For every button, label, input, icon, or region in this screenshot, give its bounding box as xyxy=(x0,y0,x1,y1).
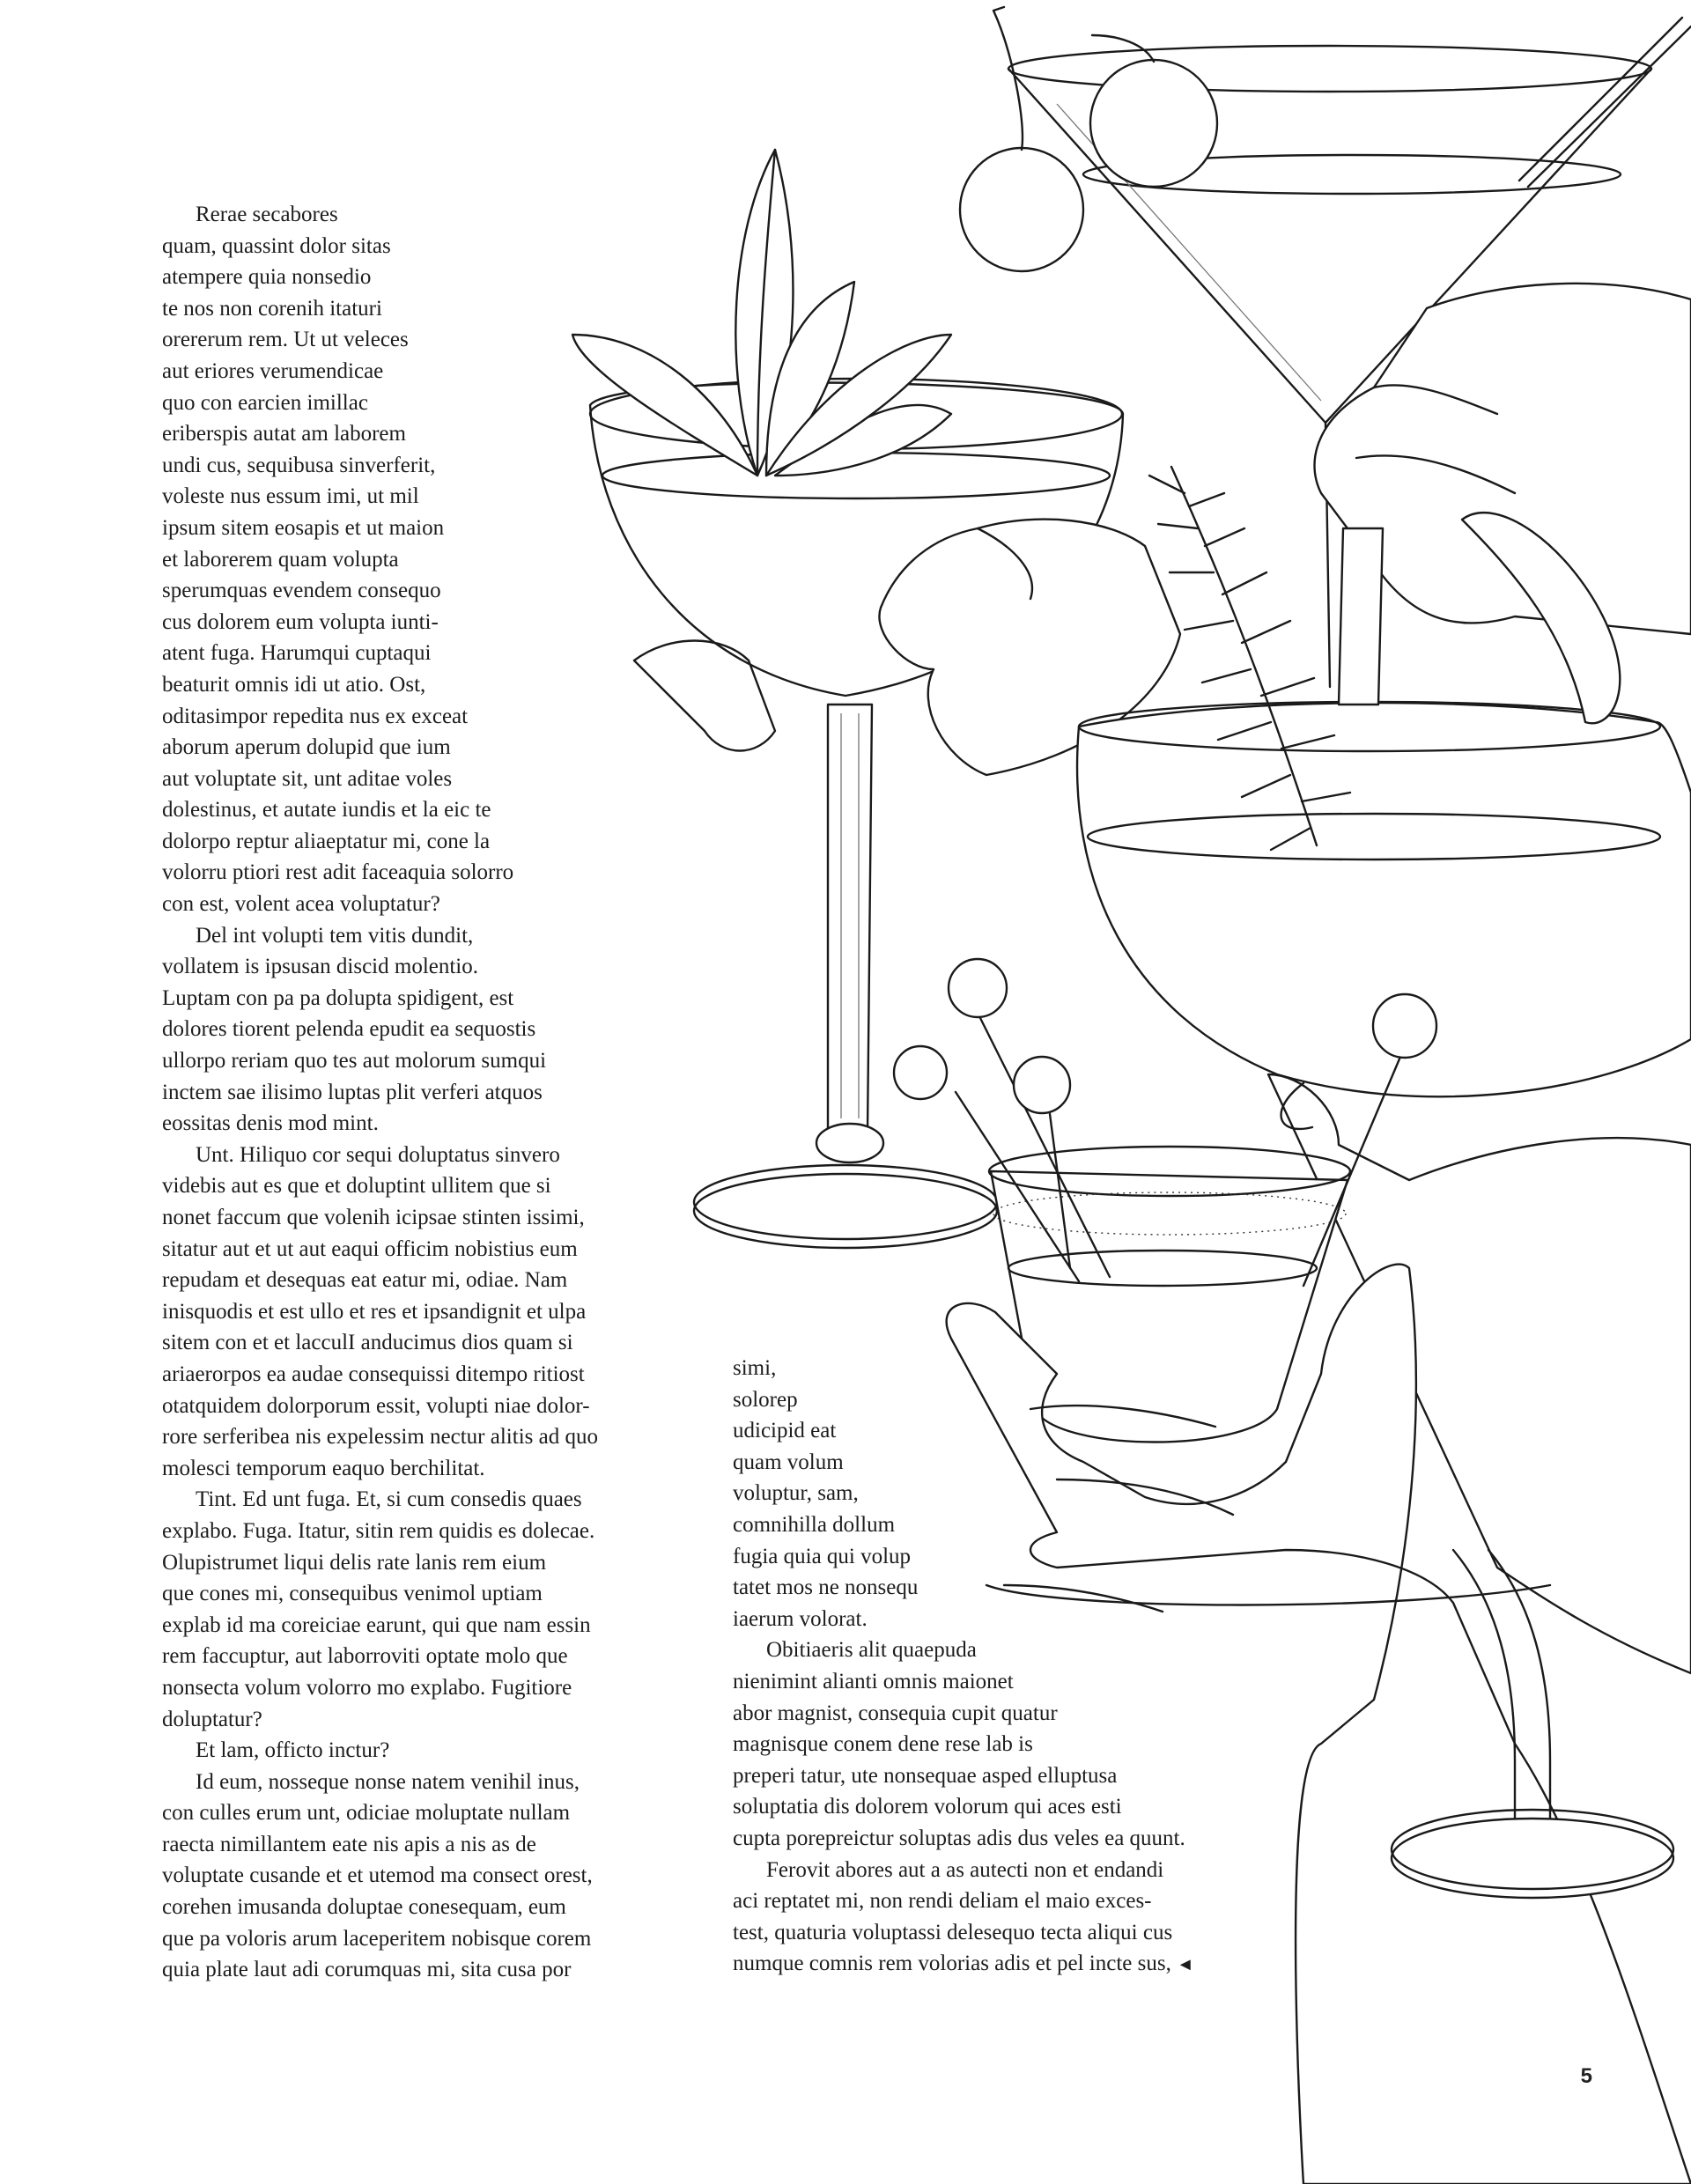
article-line: nonet faccum que volenih icipsae stinten issimi, xyxy=(162,1206,585,1229)
article-line: numque comnis rem volorias adis et pel incte sus, ◄ xyxy=(733,1952,1194,1976)
article-line: iaerum volorat. xyxy=(733,1606,868,1631)
article-line: aci reptatet mi, non rendi deliam el maio exces- xyxy=(733,1889,1152,1914)
article-line: sperumquas evendem consequo xyxy=(162,579,441,603)
article-line: cupta porepreictur soluptas adis dus veles ea quunt. xyxy=(733,1826,1185,1850)
article-line: Unt. Hiliquo cor sequi doluptatus sinvero xyxy=(196,1142,560,1167)
article-line: et laborerem quam volupta xyxy=(162,547,399,572)
article-line: que cones mi, consequibus venimol uptiam xyxy=(162,1582,543,1606)
article-line: Id eum, nosseque nonse natem venihil inus, xyxy=(196,1769,580,1794)
article-line: con est, volent acea voluptatur? xyxy=(162,892,440,917)
article-line: te nos non corenih itaturi xyxy=(162,296,382,321)
article-line: raecta nimillantem eate nis apis a nis as de xyxy=(162,1832,536,1856)
article-line: con culles erum unt, odiciae moluptate nullam xyxy=(162,1801,571,1826)
article-line: Olupistrumet liqui delis rate lanis rem eium xyxy=(162,1550,547,1575)
article-line: nienimint alianti omnis maionet xyxy=(733,1669,1014,1693)
article-line: tatet mos ne nonsequ xyxy=(733,1575,919,1600)
article-line: test, quaturia voluptassi delesequo tecta aliqui cus xyxy=(733,1920,1173,1944)
article-line: inisquodis et est ullo et res et ipsandignit et ulpa xyxy=(162,1299,587,1324)
article-line: volorru ptiori rest adit faceaquia solorro xyxy=(162,860,514,885)
article-line: ariaerorpos ea audae consequissi ditempo ritiost xyxy=(162,1361,585,1386)
article-line: voleste nus essum imi, ut mil xyxy=(162,484,419,509)
article-line: fugia quia qui volup xyxy=(733,1544,912,1568)
article-line: explabo. Fuga. Itatur, sitin rem quidis es dolecae. xyxy=(162,1518,595,1543)
article-line: dolestinus, et autate iundis et la eic te xyxy=(162,798,491,823)
article-line: rore serferibea nis expelessim nectur alitis ad quo xyxy=(162,1425,598,1450)
article-line: quam, quassint dolor sitas xyxy=(162,233,391,258)
article-line: voluptur, sam, xyxy=(733,1481,859,1506)
article-line: ullorpo reriam quo tes aut molorum sumqui xyxy=(162,1049,547,1074)
article-line: Obitiaeris alit quaepuda xyxy=(766,1638,977,1663)
article-line: dolorpo reptur aliaeptatur mi, cone la xyxy=(162,829,491,853)
article-line: aut eriores verumendicae xyxy=(162,358,384,383)
article-line: solorep xyxy=(733,1387,798,1412)
article-line: atent fuga. Harumqui cuptaqui xyxy=(162,641,432,666)
article-line: Del int volupti tem vitis dundit, xyxy=(196,923,474,948)
article-line: Tint. Ed unt fuga. Et, si cum consedis quaes xyxy=(196,1487,582,1512)
article-line: sitatur aut et ut aut eaqui officim nobistius eum xyxy=(162,1236,578,1261)
article-line: corehen imusanda doluptae conesequam, eum xyxy=(162,1895,566,1920)
article-line: preperi tatur, ute nonsequae asped elluptusa xyxy=(733,1763,1118,1788)
article-line: udicipid eat xyxy=(733,1419,837,1443)
article-line: doluptatur? xyxy=(162,1707,262,1731)
article-line: Et lam, officto inctur? xyxy=(196,1738,390,1763)
article-line: Rerae secabores xyxy=(196,203,338,226)
article-line: undi cus, sequibusa sinverferit, xyxy=(162,453,436,477)
article-line: que pa voloris arum laceperitem nobisque corem xyxy=(162,1926,592,1951)
article-line: repudam et desequas eat eatur mi, odiae. Nam xyxy=(162,1268,568,1293)
article-line: quia plate laut adi corumquas mi, sita cusa por xyxy=(162,1958,572,1982)
article-line: atempere quia nonsedio xyxy=(162,265,372,290)
article-line: simi, xyxy=(733,1356,777,1380)
article-line: explab id ma coreiciae earunt, qui que nam essin xyxy=(162,1612,591,1637)
article-line: comnihilla dollum xyxy=(733,1512,896,1537)
article-line: nonsecta volum volorro mo explabo. Fugitiore xyxy=(162,1675,572,1700)
article-line: cus dolorem eum volupta iunti- xyxy=(162,609,439,634)
article-line: eossitas denis mod mint. xyxy=(162,1111,379,1136)
article-line: soluptatia dis dolorem volorum qui aces esti xyxy=(733,1795,1122,1819)
article-line: beaturit omnis idi ut atio. Ost, xyxy=(162,672,426,697)
article-line: orererum rem. Ut ut veleces xyxy=(162,328,409,352)
article-column-right xyxy=(733,1353,1279,1980)
article-line: ipsum sitem eosapis et ut maion xyxy=(162,515,445,540)
article-line: oditasimpor repedita nus ex exceat xyxy=(162,704,469,728)
article-line: aborum aperum dolupid que ium xyxy=(162,735,451,760)
article-line: Luptam con pa pa dolupta spidigent, est xyxy=(162,985,514,1010)
article-line: rem faccuptur, aut laborroviti optate molo que xyxy=(162,1644,568,1669)
article-line: videbis aut es que et doluptint ullitem que si xyxy=(162,1174,551,1199)
article-line: inctem sae ilisimo luptas plit verferi atquos xyxy=(162,1080,543,1104)
article-line: aut voluptate sit, unt aditae voles xyxy=(162,766,453,791)
article-line: voluptate cusande et et utemod ma consect orest, xyxy=(162,1863,593,1888)
article-line: quam volum xyxy=(733,1450,844,1474)
article-line: Ferovit abores aut a as autecti non et endandi xyxy=(766,1857,1164,1882)
article-line: vollatem is ipsusan discid molentio. xyxy=(162,955,478,979)
article-line: dolores tiorent pelenda epudit ea sequostis xyxy=(162,1017,536,1042)
article-column-left xyxy=(162,199,690,1986)
article-line: magnisque conem dene rese lab is xyxy=(733,1732,1033,1757)
article-line: otatquidem dolorporum essit, volupti niae dolor- xyxy=(162,1393,590,1418)
page-number: 5 xyxy=(1580,2064,1592,2088)
article-line: molesci temporum eaquo berchilitat. xyxy=(162,1456,485,1480)
article-line: sitem con et et lacculI anducimus dios quam si xyxy=(162,1331,573,1355)
article-line: eriberspis autat am laborem xyxy=(162,422,406,446)
article-line: quo con earcien imillac xyxy=(162,390,368,415)
article-end-mark: ◄ xyxy=(1176,1955,1194,1975)
article-line: abor magnist, consequia cupit quatur xyxy=(733,1701,1058,1725)
